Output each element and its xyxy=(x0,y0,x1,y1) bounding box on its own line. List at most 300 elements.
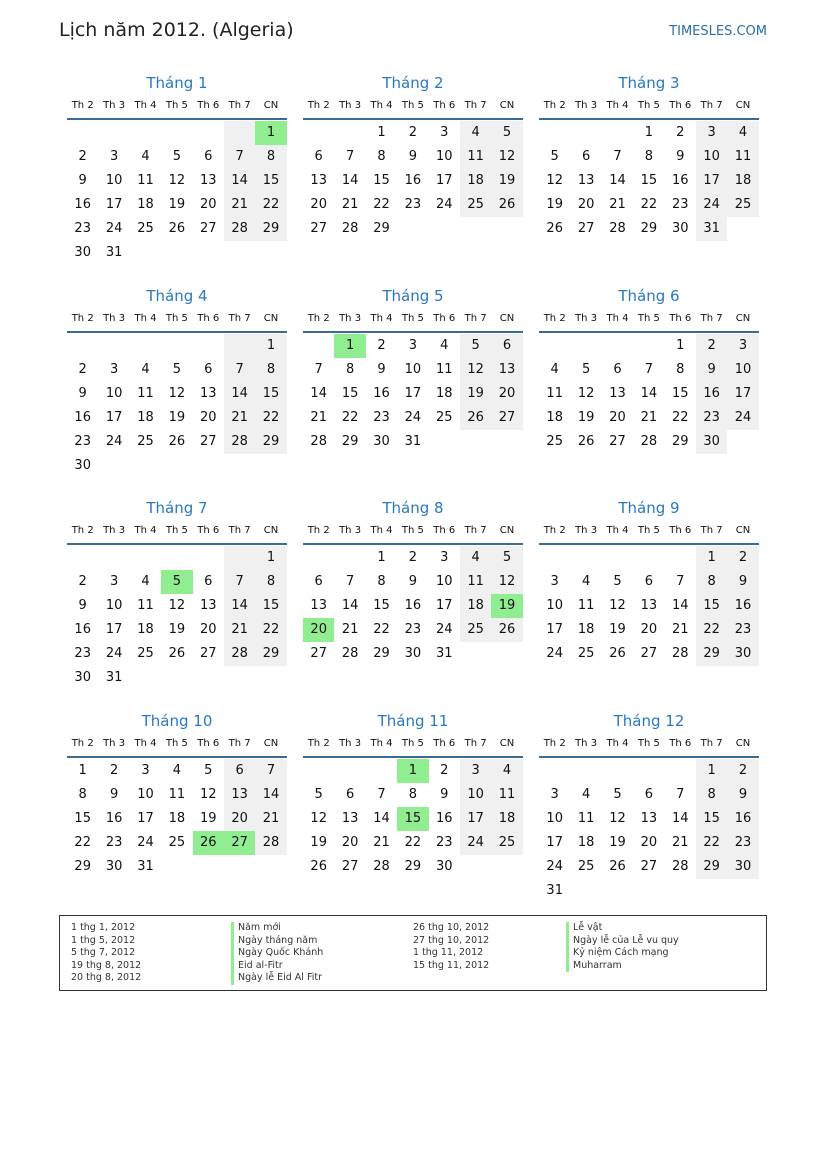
day-cell: 11 xyxy=(137,173,154,188)
day-cell: 11 xyxy=(577,811,595,826)
day-cell: 13 xyxy=(199,598,217,613)
empty-cell xyxy=(193,666,224,690)
page-title: Lịch năm 2012. (Algeria) xyxy=(59,19,294,41)
weekday-label: Th 3 xyxy=(339,100,362,111)
day-cell: 18 xyxy=(460,594,491,618)
empty-cell xyxy=(255,454,286,478)
day-cell: 30 xyxy=(404,646,422,661)
day-cell: 20 xyxy=(224,807,255,831)
weekday-label: Th 5 xyxy=(637,525,660,536)
day-cell: 16 xyxy=(74,197,91,212)
day-cell: 6 xyxy=(224,759,255,783)
day-cell: 13 xyxy=(310,598,327,613)
empty-cell xyxy=(303,546,334,570)
day-cell: 26 xyxy=(460,406,491,430)
day-cell: 2 xyxy=(727,759,758,783)
day-cell: 21 xyxy=(671,835,689,850)
day-cell: 21 xyxy=(224,193,255,217)
empty-cell xyxy=(460,217,491,241)
day-cell: 5 xyxy=(613,574,622,589)
day-cell: 23 xyxy=(696,406,727,430)
month-block xyxy=(539,285,759,454)
empty-cell xyxy=(727,217,758,241)
day-cell: 26 xyxy=(546,221,563,236)
day-cell: 6 xyxy=(345,787,355,802)
weekday-label: Th 7 xyxy=(464,525,487,536)
weekday-label: Th 3 xyxy=(103,313,126,324)
empty-cell xyxy=(570,546,601,570)
day-cell: 24 xyxy=(546,646,563,661)
day-cell: 25 xyxy=(727,193,758,217)
weekday-label: Th 7 xyxy=(228,738,251,749)
weekday-label: Th 2 xyxy=(71,100,94,111)
day-cell: 23 xyxy=(74,646,91,661)
day-cell: 20 xyxy=(199,622,217,637)
weekday-label: Th 2 xyxy=(307,738,330,749)
weekday-label: Th 6 xyxy=(197,525,220,536)
day-cell: 30 xyxy=(727,642,758,666)
day-cell: 14 xyxy=(671,598,689,613)
day-cell: 11 xyxy=(435,362,453,377)
day-cell: 31 xyxy=(404,434,422,449)
day-cell: 29 xyxy=(255,430,286,454)
day-cell: 12 xyxy=(460,358,491,382)
empty-cell xyxy=(491,430,522,454)
day-cell: 8 xyxy=(377,574,386,589)
day-cell: 23 xyxy=(671,197,689,212)
day-cell: 29 xyxy=(255,217,286,241)
day-cell: 4 xyxy=(141,574,150,589)
day-cell: 13 xyxy=(640,598,658,613)
day-cell: 16 xyxy=(373,386,390,401)
day-cell: 4 xyxy=(727,121,758,145)
weekday-label: Th 3 xyxy=(575,525,598,536)
day-cell: 28 xyxy=(341,646,359,661)
day-cell: 12 xyxy=(609,598,626,613)
weekday-label: Th 4 xyxy=(134,100,157,111)
month-block xyxy=(539,497,759,666)
day-cell: 3 xyxy=(550,574,559,589)
day-cell: 24 xyxy=(696,193,727,217)
weekday-label: Th 5 xyxy=(165,525,188,536)
day-cell: 15 xyxy=(341,386,359,401)
day-cell: 2 xyxy=(109,763,119,778)
day-cell: 5 xyxy=(172,362,181,377)
day-cell: 13 xyxy=(491,358,522,382)
empty-cell xyxy=(460,642,491,666)
day-cell: 9 xyxy=(78,598,87,613)
day-cell: 28 xyxy=(609,221,626,236)
day-grid xyxy=(67,546,287,690)
weekday-label: Th 4 xyxy=(606,100,629,111)
day-cell: 18 xyxy=(168,811,186,826)
day-cell: 2 xyxy=(408,125,417,140)
day-cell: 25 xyxy=(137,434,154,449)
day-cell: 30 xyxy=(727,855,758,879)
day-cell: 14 xyxy=(310,386,327,401)
empty-cell xyxy=(570,121,601,145)
day-cell: 29 xyxy=(373,221,390,236)
day-cell: 27 xyxy=(341,859,359,874)
day-cell: 12 xyxy=(577,386,595,401)
day-cell: 1 xyxy=(255,334,286,358)
day-cell: 12 xyxy=(310,811,327,826)
day-cell: 1 xyxy=(78,763,87,778)
legend-dates-col-1 xyxy=(71,922,141,985)
day-cell: 12 xyxy=(168,386,186,401)
day-cell: 28 xyxy=(671,646,689,661)
empty-cell xyxy=(98,334,129,358)
weekday-label: CN xyxy=(499,525,515,536)
day-cell: 2 xyxy=(440,763,449,778)
day-cell: 11 xyxy=(546,386,563,401)
day-cell: 18 xyxy=(577,622,595,637)
empty-cell xyxy=(161,666,192,690)
legend-date: 15 thg 11, 2012 xyxy=(413,959,490,971)
day-cell: 27 xyxy=(609,434,626,449)
day-cell: 9 xyxy=(676,149,685,164)
day-grid xyxy=(539,759,759,903)
weekday-label: CN xyxy=(263,100,279,111)
day-cell: 28 xyxy=(671,859,689,874)
legend-holiday-name: Ngày tháng năm xyxy=(231,935,323,948)
day-cell: 5 xyxy=(550,149,559,164)
day-cell: 8 xyxy=(377,149,386,164)
day-cell: 8 xyxy=(696,570,727,594)
day-grid xyxy=(539,334,759,454)
day-cell: 24 xyxy=(727,406,758,430)
day-cell: 9 xyxy=(78,386,87,401)
day-cell: 12 xyxy=(491,145,522,169)
day-cell: 21 xyxy=(341,197,359,212)
day-cell: 11 xyxy=(168,787,186,802)
empty-cell xyxy=(366,759,397,783)
day-cell: 1 xyxy=(676,338,685,353)
day-cell: 3 xyxy=(460,759,491,783)
empty-cell xyxy=(633,546,664,570)
weekday-label: Th 4 xyxy=(134,313,157,324)
day-cell: 3 xyxy=(109,574,119,589)
day-cell: 31 xyxy=(546,883,563,898)
day-cell: 24 xyxy=(137,835,154,850)
weekday-label: Th 7 xyxy=(700,525,723,536)
day-grid xyxy=(539,121,759,241)
day-cell: 31 xyxy=(105,670,123,685)
day-cell: 14 xyxy=(609,173,626,188)
day-cell: 7 xyxy=(314,362,323,377)
day-cell: 1 xyxy=(377,125,386,140)
empty-cell xyxy=(602,121,633,145)
day-cell: 14 xyxy=(671,811,689,826)
empty-cell xyxy=(193,454,224,478)
day-cell: 25 xyxy=(577,646,595,661)
weekday-header xyxy=(539,307,759,333)
weekday-label: Th 5 xyxy=(401,525,424,536)
day-cell: 18 xyxy=(435,386,453,401)
weekday-header xyxy=(67,732,287,758)
day-cell: 5 xyxy=(172,149,181,164)
weekday-label: Th 3 xyxy=(339,313,362,324)
day-cell: 3 xyxy=(440,550,449,565)
empty-cell xyxy=(224,241,255,265)
day-cell: 26 xyxy=(193,831,224,855)
weekday-label: CN xyxy=(499,738,515,749)
day-cell: 25 xyxy=(137,221,154,236)
weekday-label: Th 2 xyxy=(543,313,566,324)
day-cell: 15 xyxy=(373,598,390,613)
day-cell: 28 xyxy=(310,434,327,449)
weekday-label: Th 6 xyxy=(669,100,692,111)
weekday-label: Th 5 xyxy=(401,313,424,324)
day-cell: 16 xyxy=(671,173,689,188)
day-cell: 9 xyxy=(727,570,758,594)
day-cell: 10 xyxy=(435,574,453,589)
empty-cell xyxy=(334,759,365,783)
weekday-label: Th 7 xyxy=(464,313,487,324)
day-cell: 19 xyxy=(609,835,626,850)
day-cell: 12 xyxy=(491,570,522,594)
day-cell: 10 xyxy=(137,787,154,802)
day-cell: 22 xyxy=(341,410,359,425)
day-cell: 27 xyxy=(199,221,217,236)
day-cell: 25 xyxy=(460,618,491,642)
day-cell: 26 xyxy=(491,618,522,642)
day-cell: 23 xyxy=(373,410,390,425)
day-cell: 9 xyxy=(727,783,758,807)
day-cell: 18 xyxy=(577,835,595,850)
weekday-label: Th 7 xyxy=(700,100,723,111)
month-block xyxy=(67,497,287,690)
day-cell: 16 xyxy=(435,811,453,826)
day-cell: 23 xyxy=(74,434,91,449)
day-cell: 4 xyxy=(440,338,449,353)
empty-cell xyxy=(429,430,460,454)
day-cell: 31 xyxy=(696,217,727,241)
legend-date: 19 thg 8, 2012 xyxy=(71,959,142,971)
empty-cell xyxy=(539,334,570,358)
day-cell: 8 xyxy=(255,358,286,382)
day-cell: 2 xyxy=(696,334,727,358)
empty-cell xyxy=(67,121,98,145)
empty-cell xyxy=(255,666,286,690)
day-cell: 25 xyxy=(546,434,563,449)
day-cell: 20 xyxy=(491,382,522,406)
day-cell: 9 xyxy=(377,362,386,377)
legend-date: 5 thg 7, 2012 xyxy=(71,947,136,959)
day-cell: 24 xyxy=(105,434,123,449)
day-cell: 5 xyxy=(314,787,323,802)
day-cell: 31 xyxy=(435,646,453,661)
day-cell: 12 xyxy=(168,173,186,188)
day-cell: 14 xyxy=(224,382,255,406)
day-cell: 21 xyxy=(310,410,327,425)
day-cell: 9 xyxy=(440,787,449,802)
month-name: Tháng 2 xyxy=(382,74,444,92)
weekday-header xyxy=(539,94,759,120)
day-grid xyxy=(303,334,523,454)
weekday-label: Th 7 xyxy=(228,525,251,536)
legend-holiday-name: Muharram xyxy=(566,960,679,973)
weekday-header xyxy=(303,94,523,120)
day-cell: 9 xyxy=(696,358,727,382)
day-cell: 24 xyxy=(105,221,123,236)
empty-cell xyxy=(334,546,365,570)
day-cell: 19 xyxy=(609,622,626,637)
empty-cell xyxy=(460,430,491,454)
day-cell: 5 xyxy=(581,362,591,377)
day-cell: 6 xyxy=(581,149,591,164)
day-grid xyxy=(539,546,759,666)
day-grid xyxy=(67,121,287,265)
day-cell: 29 xyxy=(255,642,286,666)
empty-cell xyxy=(130,454,161,478)
weekday-label: CN xyxy=(263,313,279,324)
day-cell: 17 xyxy=(435,173,453,188)
day-cell: 3 xyxy=(440,125,449,140)
empty-cell xyxy=(602,546,633,570)
day-cell: 23 xyxy=(435,835,453,850)
day-cell: 25 xyxy=(168,835,186,850)
weekday-header xyxy=(67,519,287,545)
day-cell: 12 xyxy=(199,787,217,802)
day-cell: 21 xyxy=(373,835,390,850)
empty-cell xyxy=(67,334,98,358)
day-cell: 3 xyxy=(141,763,150,778)
day-cell: 21 xyxy=(224,406,255,430)
day-cell: 7 xyxy=(345,149,355,164)
day-cell: 15 xyxy=(671,386,689,401)
empty-cell xyxy=(130,334,161,358)
day-cell: 13 xyxy=(609,386,626,401)
day-cell: 17 xyxy=(546,835,563,850)
day-cell: 4 xyxy=(172,763,181,778)
day-cell: 10 xyxy=(727,358,758,382)
day-cell: 2 xyxy=(78,574,87,589)
day-cell: 22 xyxy=(373,622,390,637)
month-name: Tháng 11 xyxy=(377,712,449,730)
legend-holiday-name: Ngày lễ của Lễ vu quy xyxy=(566,935,679,948)
weekday-label: Th 4 xyxy=(606,738,629,749)
day-cell: 4 xyxy=(491,759,522,783)
empty-cell xyxy=(98,454,129,478)
weekday-label: Th 7 xyxy=(228,100,251,111)
day-cell: 22 xyxy=(255,193,286,217)
day-cell: 2 xyxy=(377,338,386,353)
empty-cell xyxy=(255,855,286,879)
empty-cell xyxy=(255,241,286,265)
weekday-label: Th 6 xyxy=(669,525,692,536)
weekday-label: Th 7 xyxy=(700,313,723,324)
day-cell: 27 xyxy=(491,406,522,430)
weekday-label: Th 3 xyxy=(103,738,126,749)
day-cell: 26 xyxy=(310,859,327,874)
weekday-label: Th 2 xyxy=(543,738,566,749)
day-cell: 29 xyxy=(404,859,422,874)
day-cell: 6 xyxy=(613,362,622,377)
empty-cell xyxy=(491,855,522,879)
day-cell: 1 xyxy=(377,550,386,565)
weekday-label: Th 2 xyxy=(307,313,330,324)
day-cell: 6 xyxy=(204,574,213,589)
day-cell: 5 xyxy=(460,334,491,358)
empty-cell xyxy=(224,666,255,690)
day-cell: 25 xyxy=(137,646,154,661)
legend-dates-col-2 xyxy=(413,922,489,972)
day-cell: 5 xyxy=(161,570,192,594)
site-link[interactable]: TIMESLES.COM xyxy=(669,24,767,39)
day-cell: 30 xyxy=(74,458,91,473)
weekday-label: Th 4 xyxy=(134,525,157,536)
day-cell: 20 xyxy=(609,410,626,425)
day-cell: 1 xyxy=(255,121,286,145)
weekday-label: CN xyxy=(735,525,751,536)
day-cell: 10 xyxy=(546,598,563,613)
day-cell: 6 xyxy=(204,362,213,377)
day-cell: 28 xyxy=(224,642,255,666)
day-cell: 20 xyxy=(577,197,595,212)
day-cell: 9 xyxy=(109,787,119,802)
day-cell: 6 xyxy=(314,574,323,589)
empty-cell xyxy=(429,217,460,241)
month-name: Tháng 9 xyxy=(618,499,680,517)
day-cell: 28 xyxy=(640,434,658,449)
weekday-label: Th 4 xyxy=(370,100,393,111)
weekday-label: Th 4 xyxy=(370,525,393,536)
day-cell: 21 xyxy=(341,622,359,637)
weekday-header xyxy=(67,94,287,120)
day-cell: 2 xyxy=(78,149,87,164)
day-cell: 22 xyxy=(404,835,422,850)
weekday-label: Th 4 xyxy=(370,738,393,749)
empty-cell xyxy=(570,879,601,903)
day-cell: 1 xyxy=(255,546,286,570)
day-cell: 22 xyxy=(696,618,727,642)
day-cell: 22 xyxy=(74,835,91,850)
month-block xyxy=(539,710,759,903)
month-name: Tháng 6 xyxy=(618,287,680,305)
day-cell: 24 xyxy=(546,859,563,874)
day-cell: 9 xyxy=(408,149,417,164)
legend-holiday-name: Eid al-Fitr xyxy=(231,960,323,973)
day-cell: 27 xyxy=(199,646,217,661)
day-cell: 21 xyxy=(640,410,658,425)
empty-cell xyxy=(633,759,664,783)
empty-cell xyxy=(130,666,161,690)
weekday-header xyxy=(303,519,523,545)
day-cell: 25 xyxy=(491,831,522,855)
day-cell: 7 xyxy=(644,362,653,377)
weekday-label: Th 5 xyxy=(165,313,188,324)
day-cell: 23 xyxy=(105,835,123,850)
day-cell: 16 xyxy=(727,594,758,618)
day-cell: 12 xyxy=(168,598,186,613)
day-cell: 18 xyxy=(137,410,154,425)
weekday-label: CN xyxy=(499,313,515,324)
day-cell: 25 xyxy=(435,410,453,425)
day-cell: 17 xyxy=(696,169,727,193)
day-cell: 23 xyxy=(404,197,422,212)
day-cell: 14 xyxy=(640,386,658,401)
day-cell: 30 xyxy=(74,670,91,685)
day-cell: 14 xyxy=(341,598,359,613)
weekday-header xyxy=(303,307,523,333)
day-cell: 10 xyxy=(696,145,727,169)
day-cell: 6 xyxy=(644,787,653,802)
day-cell: 18 xyxy=(727,169,758,193)
day-cell: 30 xyxy=(373,434,390,449)
legend-date: 20 thg 8, 2012 xyxy=(71,972,142,984)
empty-cell xyxy=(491,642,522,666)
